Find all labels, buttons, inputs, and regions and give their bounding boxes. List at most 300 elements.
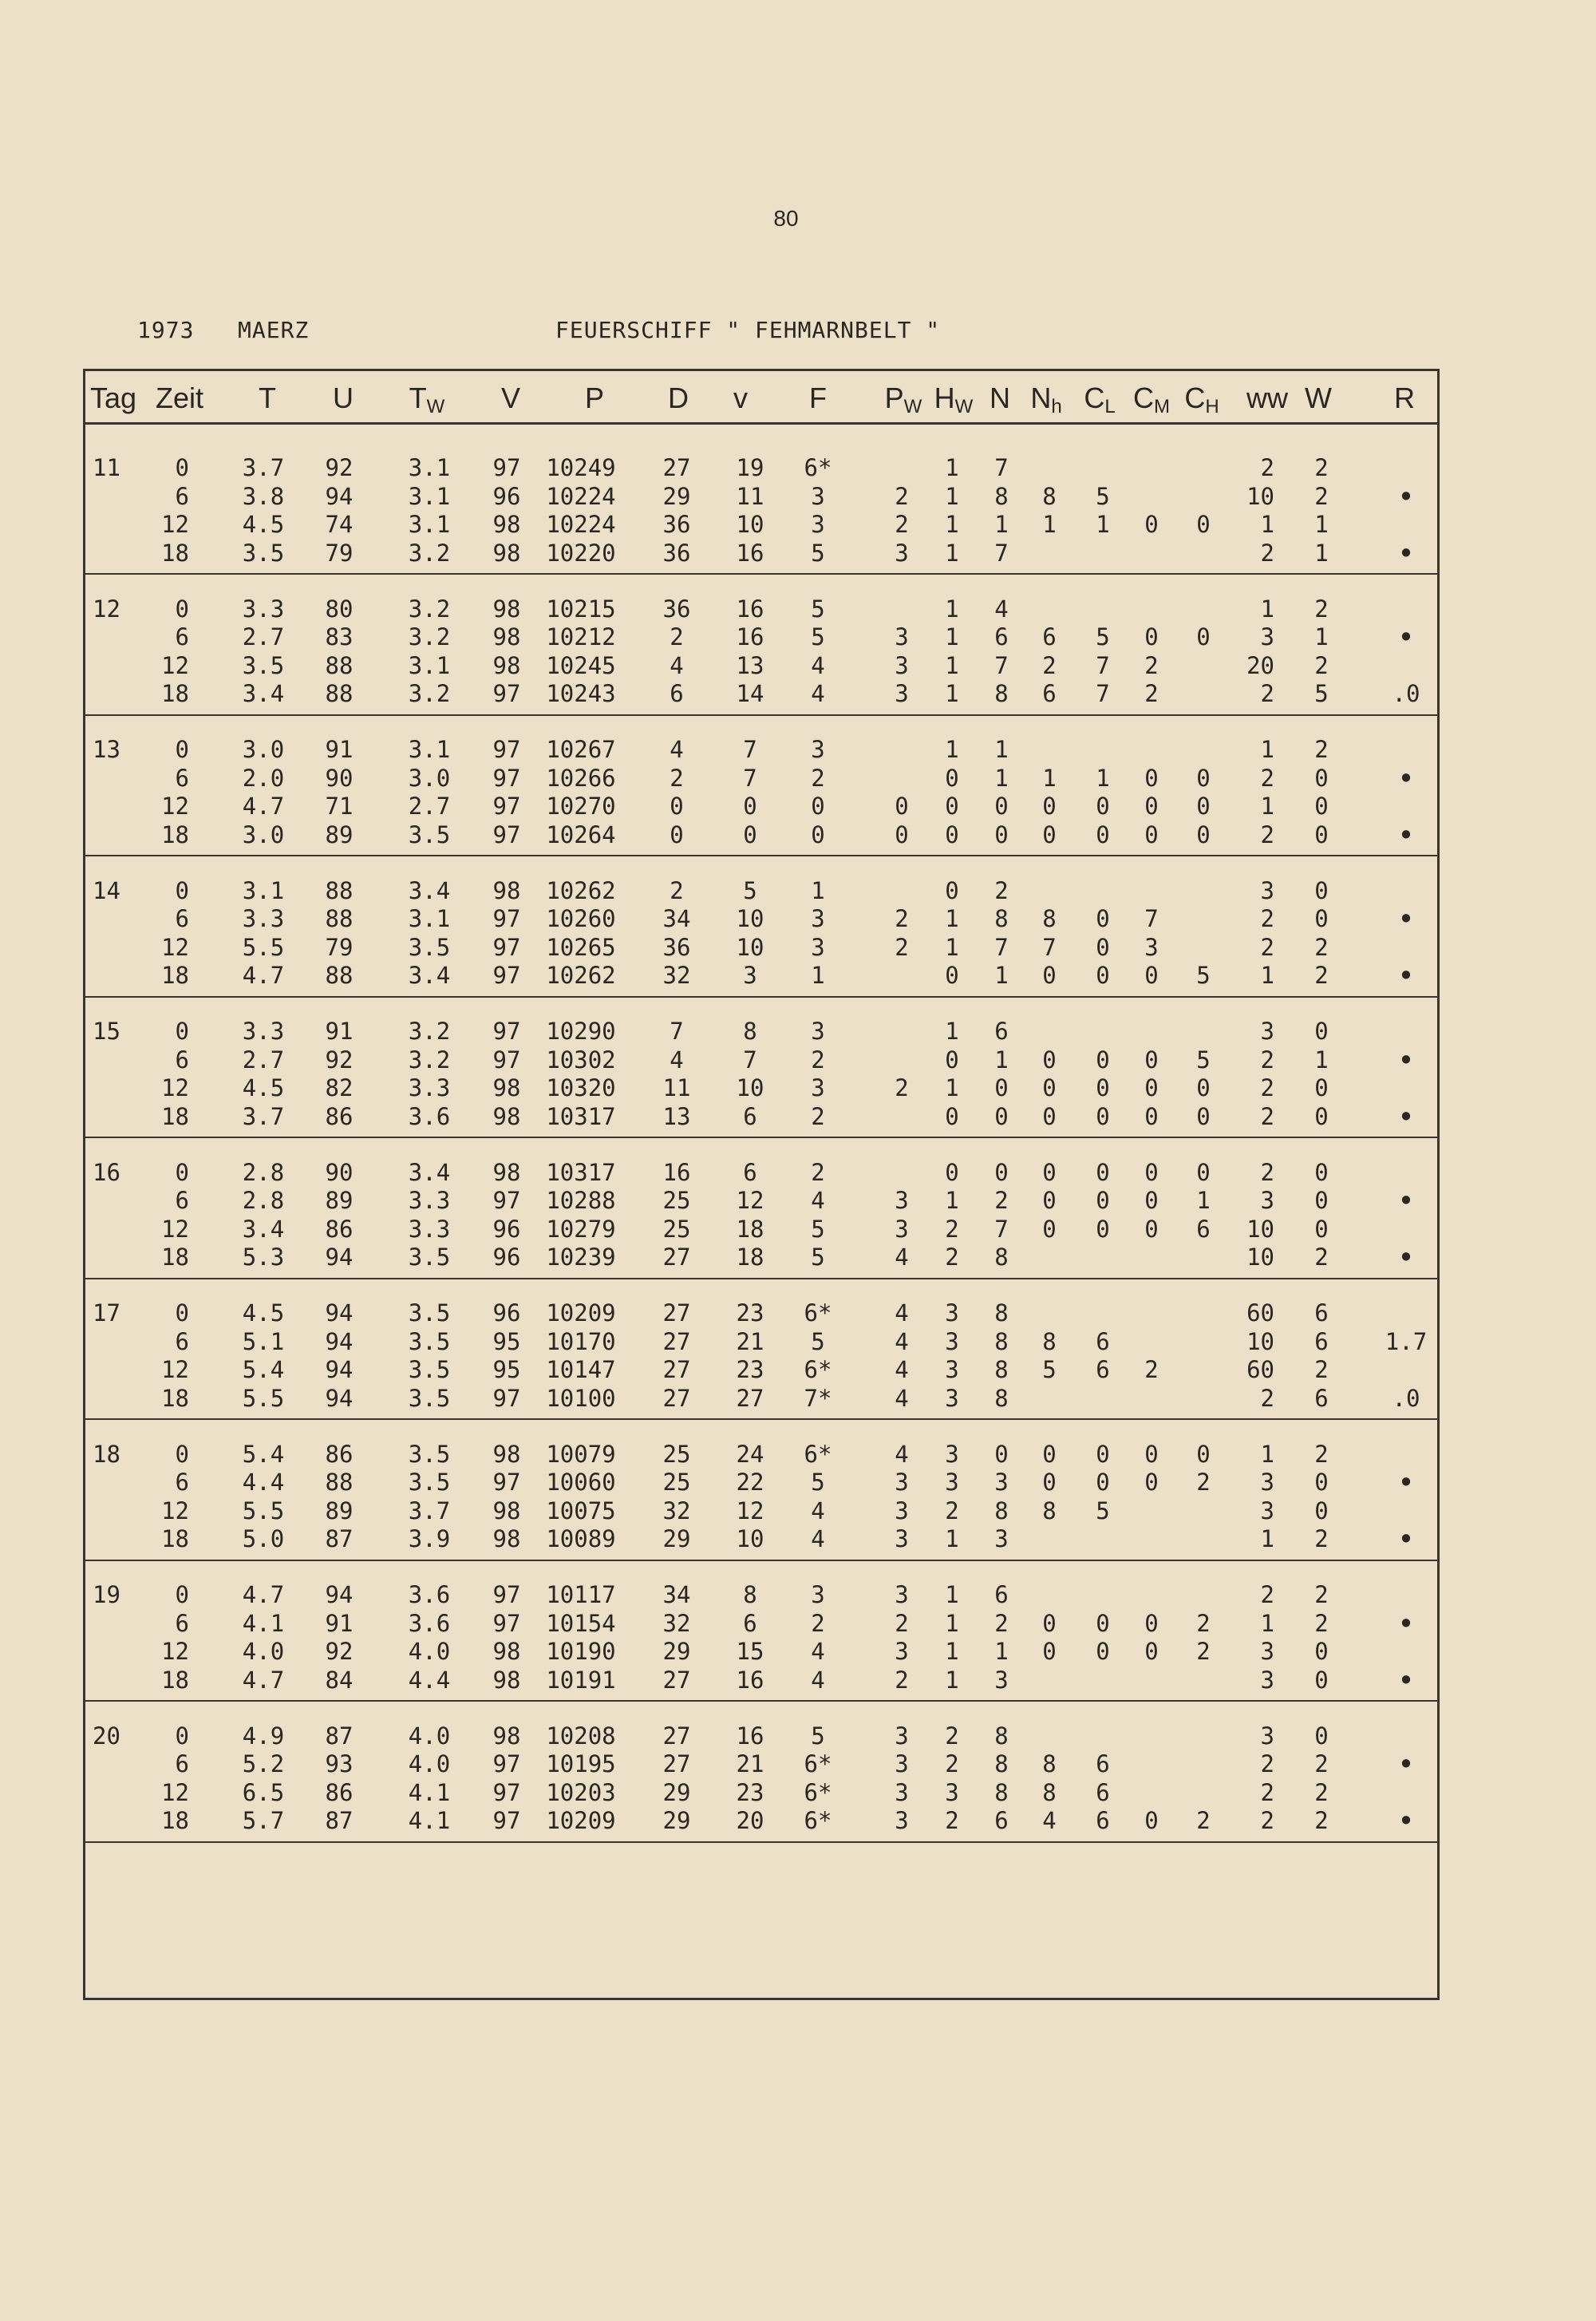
cell-Nh: 0 xyxy=(1042,793,1057,820)
cell-D: 34 xyxy=(662,905,691,932)
cell-W: 6 xyxy=(1314,1327,1329,1355)
cell-ww: 10 xyxy=(1246,1215,1274,1243)
cell-U: 79 xyxy=(325,539,354,567)
cell-CL: 1 xyxy=(1096,764,1110,792)
cell-P: 10079 xyxy=(546,1440,616,1468)
cell-v: 8 xyxy=(743,1581,757,1608)
cell-P: 10270 xyxy=(546,793,616,820)
cell-F: 3 xyxy=(811,736,825,763)
cell-zeit: 12 xyxy=(161,1778,189,1806)
cell-ww: 60 xyxy=(1246,1299,1274,1327)
cell-N: 1 xyxy=(994,736,1009,763)
cell-zeit: 0 xyxy=(175,595,189,623)
cell-P: 10212 xyxy=(546,623,616,650)
cell-T: 3.4 xyxy=(242,680,285,707)
cell-ww: 1 xyxy=(1260,1525,1274,1552)
cell-ww: 2 xyxy=(1260,1807,1274,1834)
cell-CH: 0 xyxy=(1196,1158,1211,1186)
cell-W: 2 xyxy=(1314,1244,1329,1271)
cell-v: 18 xyxy=(736,1244,764,1271)
cell-Tw: 3.5 xyxy=(408,820,451,848)
cell-v: 10 xyxy=(736,511,764,538)
cell-N: 1 xyxy=(994,1046,1009,1074)
cell-F: 3 xyxy=(811,1018,825,1045)
cell-N: 7 xyxy=(994,539,1009,567)
cell-V: 97 xyxy=(492,1778,521,1806)
cell-zeit: 0 xyxy=(175,1722,189,1750)
cell-ww: 2 xyxy=(1260,820,1274,848)
cell-W: 0 xyxy=(1314,1074,1329,1101)
cell-N: 6 xyxy=(994,1807,1009,1834)
cell-zeit: 6 xyxy=(175,482,189,510)
cell-v: 3 xyxy=(743,962,757,989)
cell-T: 4.7 xyxy=(242,1666,285,1694)
cell-R: • xyxy=(1399,482,1413,510)
cell-Hw: 0 xyxy=(945,876,959,904)
cell-Tw: 3.0 xyxy=(408,764,451,792)
cell-ww: 3 xyxy=(1260,1722,1274,1750)
cell-V: 97 xyxy=(492,1750,521,1777)
cell-ww: 3 xyxy=(1260,1018,1274,1045)
cell-P: 10209 xyxy=(546,1807,616,1834)
cell-D: 2 xyxy=(670,623,684,650)
cell-CL: 6 xyxy=(1096,1327,1110,1355)
cell-CM: 0 xyxy=(1144,1807,1159,1834)
cell-Tw: 3.9 xyxy=(408,1525,451,1552)
day-label: 11 xyxy=(93,454,120,481)
cell-F: 0 xyxy=(811,820,825,848)
cell-U: 94 xyxy=(325,1581,354,1608)
cell-W: 2 xyxy=(1314,651,1329,679)
cell-D: 2 xyxy=(670,876,684,904)
cell-P: 10249 xyxy=(546,454,616,481)
column-header-W: W xyxy=(1305,382,1332,414)
cell-zeit: 18 xyxy=(161,680,189,707)
cell-V: 97 xyxy=(492,454,521,481)
cell-V: 98 xyxy=(492,1158,521,1186)
cell-P: 10089 xyxy=(546,1525,616,1552)
cell-F: 3 xyxy=(811,933,825,961)
cell-v: 8 xyxy=(743,1018,757,1045)
cell-Nh: 0 xyxy=(1042,1158,1057,1186)
cell-Tw: 3.5 xyxy=(408,933,451,961)
cell-D: 29 xyxy=(662,1638,691,1665)
cell-CM: 0 xyxy=(1144,764,1159,792)
cell-CH: 0 xyxy=(1196,1102,1211,1130)
cell-V: 97 xyxy=(492,1807,521,1834)
cell-W: 1 xyxy=(1314,511,1329,538)
cell-D: 27 xyxy=(662,1244,691,1271)
cell-Hw: 2 xyxy=(945,1807,959,1834)
cell-R: • xyxy=(1399,1046,1413,1074)
cell-Nh: 0 xyxy=(1042,820,1057,848)
cell-Tw: 4.1 xyxy=(408,1778,451,1806)
cell-v: 10 xyxy=(736,905,764,932)
cell-P: 10302 xyxy=(546,1046,616,1074)
cell-v: 7 xyxy=(743,736,757,763)
header-month: MAERZ xyxy=(238,317,310,343)
cell-F: 4 xyxy=(811,1497,825,1524)
cell-Nh: 8 xyxy=(1042,905,1057,932)
cell-W: 6 xyxy=(1314,1384,1329,1412)
cell-D: 0 xyxy=(670,820,684,848)
cell-CL: 0 xyxy=(1096,1469,1110,1496)
cell-CL: 5 xyxy=(1096,482,1110,510)
cell-F: 7* xyxy=(804,1384,832,1412)
cell-T: 6.5 xyxy=(242,1778,285,1806)
cell-Tw: 3.5 xyxy=(408,1356,451,1383)
cell-D: 13 xyxy=(662,1102,691,1130)
cell-P: 10264 xyxy=(546,820,616,848)
cell-P: 10208 xyxy=(546,1722,616,1750)
cell-zeit: 6 xyxy=(175,1469,189,1496)
cell-CM: 0 xyxy=(1144,793,1159,820)
cell-V: 98 xyxy=(492,1074,521,1101)
cell-R: • xyxy=(1399,905,1413,932)
column-header-Hw: $H_W$ xyxy=(934,382,974,417)
cell-W: 2 xyxy=(1314,962,1329,989)
cell-N: 0 xyxy=(994,1102,1009,1130)
page-number: 80 xyxy=(773,206,799,231)
cell-Tw: 3.2 xyxy=(408,539,451,567)
cell-T: 5.5 xyxy=(242,933,285,961)
cell-U: 74 xyxy=(325,511,354,538)
cell-Pw: 3 xyxy=(895,1807,909,1834)
cell-zeit: 6 xyxy=(175,1187,189,1214)
cell-D: 27 xyxy=(662,1327,691,1355)
cell-zeit: 6 xyxy=(175,1327,189,1355)
cell-Nh: 5 xyxy=(1042,1356,1057,1383)
cell-zeit: 6 xyxy=(175,905,189,932)
cell-F: 2 xyxy=(811,764,825,792)
cell-P: 10262 xyxy=(546,962,616,989)
cell-CM: 0 xyxy=(1144,1046,1159,1074)
cell-U: 90 xyxy=(325,764,354,792)
cell-Hw: 1 xyxy=(945,539,959,567)
cell-ww: 10 xyxy=(1246,482,1274,510)
cell-ww: 10 xyxy=(1246,1244,1274,1271)
cell-T: 3.7 xyxy=(242,1102,285,1130)
cell-W: 2 xyxy=(1314,1778,1329,1806)
cell-v: 19 xyxy=(736,454,764,481)
cell-Hw: 1 xyxy=(945,511,959,538)
cell-F: 4 xyxy=(811,1666,825,1694)
cell-T: 2.7 xyxy=(242,1046,285,1074)
cell-CH: 2 xyxy=(1196,1638,1211,1665)
cell-N: 3 xyxy=(994,1469,1009,1496)
cell-CM: 2 xyxy=(1144,680,1159,707)
cell-zeit: 12 xyxy=(161,933,189,961)
cell-N: 8 xyxy=(994,1244,1009,1271)
column-header-N: N xyxy=(990,382,1010,414)
cell-D: 29 xyxy=(662,1807,691,1834)
cell-Tw: 3.2 xyxy=(408,1018,451,1045)
cell-V: 98 xyxy=(492,876,521,904)
cell-F: 4 xyxy=(811,1525,825,1552)
cell-T: 4.9 xyxy=(242,1722,285,1750)
cell-F: 6* xyxy=(804,1778,832,1806)
cell-F: 3 xyxy=(811,1074,825,1101)
cell-N: 2 xyxy=(994,1609,1009,1637)
cell-v: 22 xyxy=(736,1469,764,1496)
cell-Pw: 3 xyxy=(895,1722,909,1750)
cell-F: 4 xyxy=(811,1187,825,1214)
cell-V: 96 xyxy=(492,1299,521,1327)
cell-F: 5 xyxy=(811,1722,825,1750)
cell-F: 6* xyxy=(804,1299,832,1327)
cell-T: 3.7 xyxy=(242,454,285,481)
cell-Tw: 3.3 xyxy=(408,1215,451,1243)
cell-D: 32 xyxy=(662,1497,691,1524)
cell-U: 87 xyxy=(325,1807,354,1834)
cell-Tw: 4.0 xyxy=(408,1722,451,1750)
day-label: 15 xyxy=(93,1018,120,1045)
cell-Hw: 1 xyxy=(945,1638,959,1665)
cell-Hw: 2 xyxy=(945,1244,959,1271)
cell-N: 8 xyxy=(994,1497,1009,1524)
cell-Hw: 1 xyxy=(945,1581,959,1608)
cell-R: 1.7 xyxy=(1385,1327,1428,1355)
cell-Pw: 3 xyxy=(895,539,909,567)
cell-v: 6 xyxy=(743,1102,757,1130)
cell-CL: 0 xyxy=(1096,820,1110,848)
day-label: 16 xyxy=(93,1158,120,1186)
cell-ww: 2 xyxy=(1260,1581,1274,1608)
cell-v: 14 xyxy=(736,680,764,707)
cell-V: 97 xyxy=(492,962,521,989)
cell-D: 27 xyxy=(662,454,691,481)
cell-Tw: 3.1 xyxy=(408,905,451,932)
cell-T: 5.7 xyxy=(242,1807,285,1834)
cell-U: 86 xyxy=(325,1778,354,1806)
cell-CL: 0 xyxy=(1096,1074,1110,1101)
cell-Nh: 8 xyxy=(1042,1778,1057,1806)
cell-zeit: 0 xyxy=(175,1581,189,1608)
cell-P: 10239 xyxy=(546,1244,616,1271)
cell-T: 5.5 xyxy=(242,1384,285,1412)
cell-U: 94 xyxy=(325,482,354,510)
cell-v: 10 xyxy=(736,1525,764,1552)
cell-Tw: 3.2 xyxy=(408,680,451,707)
column-header-Pw: $P_W$ xyxy=(884,382,922,417)
cell-W: 2 xyxy=(1314,1581,1329,1608)
cell-ww: 3 xyxy=(1260,623,1274,650)
cell-V: 95 xyxy=(492,1356,521,1383)
column-header-F: F xyxy=(809,382,827,414)
column-header-P: P xyxy=(584,382,605,414)
cell-W: 2 xyxy=(1314,1525,1329,1552)
cell-U: 94 xyxy=(325,1356,354,1383)
cell-F: 4 xyxy=(811,651,825,679)
cell-v: 16 xyxy=(736,1722,764,1750)
cell-Nh: 0 xyxy=(1042,1440,1057,1468)
cell-F: 5 xyxy=(811,595,825,623)
cell-Hw: 3 xyxy=(945,1384,959,1412)
cell-T: 4.7 xyxy=(242,1581,285,1608)
cell-Hw: 0 xyxy=(945,1046,959,1074)
cell-Pw: 2 xyxy=(895,1666,909,1694)
cell-v: 27 xyxy=(736,1384,764,1412)
cell-T: 3.8 xyxy=(242,482,285,510)
cell-D: 29 xyxy=(662,482,691,510)
cell-U: 71 xyxy=(325,793,354,820)
cell-Tw: 3.6 xyxy=(408,1609,451,1637)
day-label: 13 xyxy=(93,736,120,763)
cell-P: 10190 xyxy=(546,1638,616,1665)
cell-V: 97 xyxy=(492,680,521,707)
cell-CM: 0 xyxy=(1144,1158,1159,1186)
cell-N: 1 xyxy=(994,764,1009,792)
cell-v: 12 xyxy=(736,1497,764,1524)
cell-W: 1 xyxy=(1314,1046,1329,1074)
cell-Pw: 3 xyxy=(895,651,909,679)
day-separator xyxy=(83,714,1440,716)
cell-zeit: 18 xyxy=(161,539,189,567)
cell-v: 23 xyxy=(736,1778,764,1806)
document-header xyxy=(0,317,1596,349)
cell-T: 4.5 xyxy=(242,511,285,538)
cell-ww: 2 xyxy=(1260,1102,1274,1130)
cell-Pw: 4 xyxy=(895,1327,909,1355)
cell-Hw: 2 xyxy=(945,1215,959,1243)
cell-N: 7 xyxy=(994,1215,1009,1243)
cell-ww: 2 xyxy=(1260,1074,1274,1101)
cell-v: 0 xyxy=(743,793,757,820)
cell-Hw: 2 xyxy=(945,1497,959,1524)
cell-CM: 0 xyxy=(1144,1215,1159,1243)
cell-ww: 2 xyxy=(1260,680,1274,707)
day-separator xyxy=(83,855,1440,856)
cell-CM: 0 xyxy=(1144,820,1159,848)
cell-Hw: 0 xyxy=(945,820,959,848)
cell-P: 10317 xyxy=(546,1158,616,1186)
cell-Hw: 1 xyxy=(945,1187,959,1214)
cell-P: 10279 xyxy=(546,1215,616,1243)
cell-CL: 0 xyxy=(1096,1158,1110,1186)
cell-zeit: 0 xyxy=(175,1440,189,1468)
cell-N: 0 xyxy=(994,1158,1009,1186)
cell-P: 10243 xyxy=(546,680,616,707)
cell-R: • xyxy=(1399,1750,1413,1777)
cell-T: 3.1 xyxy=(242,876,285,904)
cell-zeit: 6 xyxy=(175,1750,189,1777)
day-separator xyxy=(83,1841,1440,1843)
column-header-row xyxy=(83,369,1440,425)
cell-Hw: 1 xyxy=(945,623,959,650)
cell-R: • xyxy=(1399,539,1413,567)
cell-Pw: 4 xyxy=(895,1440,909,1468)
cell-W: 0 xyxy=(1314,1469,1329,1496)
cell-zeit: 12 xyxy=(161,651,189,679)
cell-Tw: 3.1 xyxy=(408,511,451,538)
cell-zeit: 12 xyxy=(161,793,189,820)
cell-F: 5 xyxy=(811,1469,825,1496)
cell-N: 8 xyxy=(994,1384,1009,1412)
cell-ww: 1 xyxy=(1260,595,1274,623)
day-label: 19 xyxy=(93,1581,120,1608)
cell-W: 0 xyxy=(1314,820,1329,848)
cell-D: 36 xyxy=(662,539,691,567)
cell-F: 5 xyxy=(811,1215,825,1243)
cell-N: 1 xyxy=(994,511,1009,538)
cell-Pw: 2 xyxy=(895,482,909,510)
cell-CL: 6 xyxy=(1096,1356,1110,1383)
cell-N: 3 xyxy=(994,1666,1009,1694)
cell-D: 27 xyxy=(662,1299,691,1327)
cell-CH: 0 xyxy=(1196,820,1211,848)
cell-D: 27 xyxy=(662,1384,691,1412)
cell-Nh: 8 xyxy=(1042,1750,1057,1777)
cell-Nh: 0 xyxy=(1042,962,1057,989)
cell-F: 2 xyxy=(811,1158,825,1186)
cell-U: 82 xyxy=(325,1074,354,1101)
cell-N: 8 xyxy=(994,1750,1009,1777)
column-header-D: D xyxy=(668,382,689,414)
cell-F: 3 xyxy=(811,482,825,510)
cell-F: 4 xyxy=(811,1638,825,1665)
cell-Nh: 8 xyxy=(1042,1497,1057,1524)
cell-N: 6 xyxy=(994,1018,1009,1045)
cell-W: 0 xyxy=(1314,876,1329,904)
cell-D: 36 xyxy=(662,933,691,961)
cell-N: 6 xyxy=(994,623,1009,650)
cell-U: 90 xyxy=(325,1158,354,1186)
cell-Tw: 3.1 xyxy=(408,736,451,763)
cell-Hw: 0 xyxy=(945,793,959,820)
cell-Tw: 3.6 xyxy=(408,1102,451,1130)
cell-Nh: 8 xyxy=(1042,482,1057,510)
cell-P: 10288 xyxy=(546,1187,616,1214)
cell-U: 84 xyxy=(325,1666,354,1694)
cell-T: 4.5 xyxy=(242,1299,285,1327)
cell-CH: 6 xyxy=(1196,1215,1211,1243)
cell-CM: 0 xyxy=(1144,511,1159,538)
cell-T: 3.3 xyxy=(242,905,285,932)
cell-F: 3 xyxy=(811,905,825,932)
cell-CM: 2 xyxy=(1144,651,1159,679)
cell-Hw: 1 xyxy=(945,1074,959,1101)
cell-F: 0 xyxy=(811,793,825,820)
cell-V: 96 xyxy=(492,1244,521,1271)
cell-Tw: 3.7 xyxy=(408,1497,451,1524)
cell-V: 98 xyxy=(492,1722,521,1750)
cell-CM: 2 xyxy=(1144,1356,1159,1383)
column-header-tag: Tag xyxy=(89,382,137,414)
cell-D: 34 xyxy=(662,1581,691,1608)
cell-V: 97 xyxy=(492,736,521,763)
cell-N: 0 xyxy=(994,1074,1009,1101)
cell-CM: 0 xyxy=(1144,1469,1159,1496)
cell-CM: 0 xyxy=(1144,1102,1159,1130)
cell-T: 3.0 xyxy=(242,736,285,763)
cell-N: 3 xyxy=(994,1525,1009,1552)
cell-ww: 3 xyxy=(1260,1666,1274,1694)
cell-V: 95 xyxy=(492,1327,521,1355)
cell-W: 2 xyxy=(1314,454,1329,481)
cell-U: 88 xyxy=(325,962,354,989)
cell-Nh: 1 xyxy=(1042,511,1057,538)
column-header-zeit: Zeit xyxy=(155,382,204,414)
cell-R: • xyxy=(1399,1244,1413,1271)
cell-D: 27 xyxy=(662,1722,691,1750)
cell-T: 5.1 xyxy=(242,1327,285,1355)
cell-CH: 5 xyxy=(1196,1046,1211,1074)
cell-T: 4.7 xyxy=(242,793,285,820)
cell-U: 91 xyxy=(325,736,354,763)
cell-V: 97 xyxy=(492,1046,521,1074)
cell-N: 4 xyxy=(994,595,1009,623)
day-label: 18 xyxy=(93,1440,120,1468)
